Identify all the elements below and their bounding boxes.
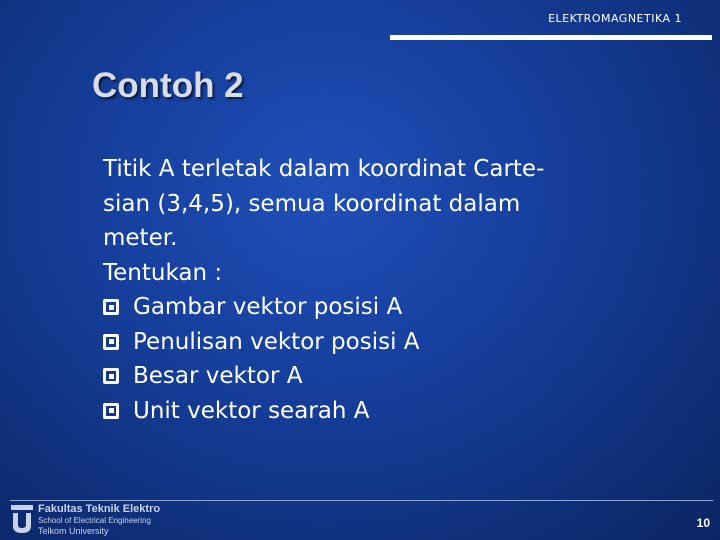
list-item bbox=[103, 325, 663, 360]
bullet-text: Unit vektor searah A bbox=[133, 397, 370, 424]
paragraph-line: sian (3,4,5), semua koordinat dalam bbox=[103, 190, 521, 217]
list-item bbox=[103, 394, 663, 429]
course-title: ELEKTROMAGNETIKA 1 bbox=[548, 12, 682, 25]
university-logo bbox=[11, 504, 160, 537]
bullet-text: Penulisan vektor posisi A bbox=[133, 328, 420, 355]
paragraph-line: meter. bbox=[103, 225, 178, 251]
bullet-list bbox=[103, 290, 663, 428]
list-item bbox=[103, 290, 663, 325]
checkbox-bullet-icon bbox=[103, 334, 119, 350]
paragraph-line: Titik A terletak dalam koordinat Carte- bbox=[103, 156, 545, 182]
slide-body bbox=[103, 152, 663, 428]
page-number: 10 bbox=[696, 516, 710, 530]
logo-line-school: School of Electrical Engineering bbox=[38, 516, 151, 525]
bullet-text: Besar vektor A bbox=[133, 363, 303, 389]
slide-title: Contoh 2 bbox=[92, 66, 244, 105]
checkbox-bullet-icon bbox=[103, 368, 119, 384]
footer-divider bbox=[10, 500, 713, 501]
bullet-text: Gambar vektor posisi A bbox=[133, 294, 403, 320]
logo-line-university: Telkom University bbox=[38, 526, 109, 536]
logo-line-faculty: Fakultas Teknik Elektro bbox=[38, 503, 161, 515]
prompt-text: Tentukan : bbox=[103, 259, 223, 286]
checkbox-bullet-icon bbox=[103, 299, 119, 315]
logo-text bbox=[38, 504, 160, 537]
checkbox-bullet-icon bbox=[103, 403, 119, 419]
university-emblem-icon bbox=[11, 504, 33, 534]
header-divider bbox=[390, 35, 712, 40]
list-item bbox=[103, 359, 663, 394]
